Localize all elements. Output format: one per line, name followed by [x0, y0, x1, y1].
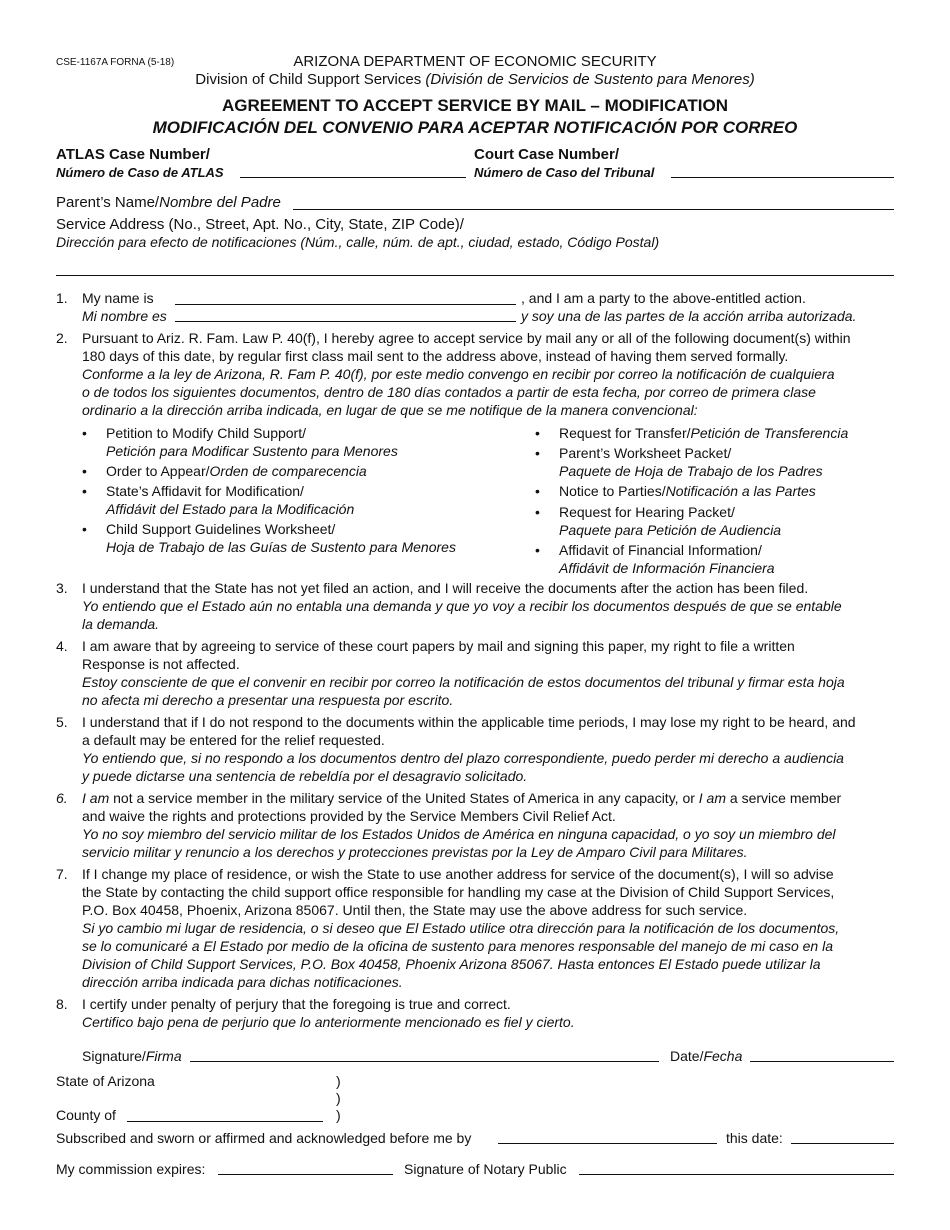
parent-name-input[interactable]	[295, 193, 892, 209]
doc-label	[106, 462, 367, 480]
item-3-line-1: I understand that the State has not yet filed an action, and I will receive the documents after the action has been filed.	[82, 580, 809, 596]
county-label: County of	[56, 1107, 116, 1123]
subscribed-input[interactable]	[500, 1127, 715, 1143]
doc-label-es: Paquete para Petición de Audiencia	[559, 522, 782, 538]
item-1-party-text: , and I am a party to the above-entitled action.	[521, 290, 806, 306]
item-6-line-1	[82, 789, 841, 807]
parent-name-label	[56, 194, 281, 212]
doc-label-es: Affidávit del Estado para la Modificación	[106, 501, 355, 517]
atlas-case-field[interactable]	[242, 161, 464, 177]
commission-label: My commission expires:	[56, 1161, 206, 1177]
court-case-field[interactable]	[673, 161, 892, 177]
item-6-i-am-2: I am	[698, 790, 727, 806]
court-label-es: Número de Caso del Tribunal	[474, 165, 655, 180]
bullet-icon: •	[535, 504, 540, 520]
date-label	[670, 1047, 742, 1065]
doc-label-en: Child Support Guidelines Worksheet/	[106, 521, 336, 537]
item-4-number: 4.	[56, 638, 68, 654]
commission-input[interactable]	[220, 1158, 391, 1174]
doc-label	[559, 424, 848, 442]
bullet-icon: •	[535, 483, 540, 499]
bullet-icon: •	[82, 483, 87, 499]
date-field[interactable]	[752, 1045, 892, 1061]
item-1-number: 1.	[56, 290, 68, 306]
address-line	[56, 275, 894, 276]
paren-3: )	[336, 1107, 341, 1123]
item-7-number: 7.	[56, 866, 68, 882]
subscribed-field[interactable]	[500, 1127, 715, 1143]
commission-line	[218, 1174, 393, 1175]
item-7-line-4: Si yo cambio mi lugar de residencia, o si deseo que El Estado utilice otra dirección para la notificación de los documentos,	[82, 920, 840, 936]
state-label: State of Arizona	[56, 1073, 155, 1089]
this-date-line	[791, 1143, 894, 1144]
bullet-icon: •	[535, 445, 540, 461]
doc-label-en: Order to Appear/	[106, 463, 210, 479]
item-1-name-line	[175, 304, 516, 305]
item-5-line-2: a default may be entered for the relief requested.	[82, 732, 385, 748]
bullet-icon: •	[82, 425, 87, 441]
doc-label-es: Notificación a las Partes	[665, 483, 816, 499]
doc-label-es: Paquete de Hoja de Trabajo de los Padres	[559, 463, 823, 479]
item-1-name-label-es: Mi nombre es	[82, 308, 167, 324]
item-4-line-1: I am aware that by agreeing to service of these court papers by mail and signing this paper, my right to file a written	[82, 638, 795, 654]
address-label-en: Service Address (No., Street, Apt. No., City, State, ZIP Code)/	[56, 216, 464, 233]
item-7-line-5: se lo comunicaré a El Estado por medio de la oficina de sustento para menores responsable del manejo de mi caso en la	[82, 938, 833, 954]
notary-field[interactable]	[581, 1158, 892, 1174]
item-6-line-4: servicio militar y renuncio a los derechos y protecciones previstas por la Ley de Amparo Civil para Militares.	[82, 844, 748, 860]
agency-name: ARIZONA DEPARTMENT OF ECONOMIC SECURITY	[293, 53, 657, 70]
paren-1: )	[336, 1073, 341, 1089]
doc-label-en: Request for Transfer/	[559, 425, 691, 441]
item-7-line-3: P.O. Box 40458, Phoenix, Arizona 85067. Until then, the State may use the above address for such service.	[82, 902, 748, 918]
signature-line	[190, 1061, 659, 1062]
atlas-case-input[interactable]	[242, 161, 464, 177]
bullet-icon: •	[82, 521, 87, 537]
notary-label: Signature of Notary Public	[404, 1161, 567, 1177]
item-1-name-label: My name is	[82, 290, 154, 306]
doc-label-en: Parent’s Worksheet Packet/	[559, 445, 732, 461]
bullet-icon: •	[535, 425, 540, 441]
subscribed-label: Subscribed and sworn or affirmed and acknowledged before me by	[56, 1130, 472, 1146]
doc-label-en: State’s Affidavit for Modification/	[106, 483, 304, 499]
court-case-line	[671, 177, 894, 178]
atlas-label-es: Número de Caso de ATLAS	[56, 165, 224, 180]
item-5-line-3: Yo entiendo que, si no respondo a los documentos dentro del plazo correspondiente, puedo perder mi derecho a audiencia	[82, 750, 844, 766]
this-date-label: this date:	[726, 1130, 783, 1146]
item-6-text-1: not a service member in the military service of the United States of America in any capacity, or	[109, 790, 699, 806]
item-2-line-2: 180 days of this date, by regular first class mail sent to the address above, instead of having them served formally.	[82, 348, 789, 364]
division-name	[0, 71, 950, 89]
item-3-line-2: Yo entiendo que el Estado aún no entabla una demanda y que yo voy a recibir los documentos después de que se entable	[82, 598, 842, 614]
item-6-line-2: and waive the rights and protections provided by the Service Members Civil Relief Act.	[82, 808, 616, 824]
item-8-number: 8.	[56, 996, 68, 1012]
doc-label-en: Request for Hearing Packet/	[559, 504, 735, 520]
address-label-es: Dirección para efecto de notificaciones (Núm., calle, núm. de apt., ciudad, estado, Código Postal)	[56, 234, 660, 250]
signature-label	[82, 1047, 182, 1065]
county-input[interactable]	[129, 1105, 321, 1121]
item-6-line-3: Yo no soy miembro del servicio militar de los Estados Unidos de América en ninguna capacidad, o yo soy un miembro del	[82, 826, 836, 842]
subscribed-line	[498, 1143, 717, 1144]
bullet-icon: •	[82, 463, 87, 479]
item-4-line-3: Estoy consciente de que el convenir en recibir por correo la notificación de estos documentos del tribunal y firmar esta hoja	[82, 674, 845, 690]
item-7-line-1: If I change my place of residence, or wish the State to use another address for service of the document(s), I will so advise	[82, 866, 834, 882]
paren-2: )	[336, 1090, 341, 1106]
form-id: CSE-1167A FORNA (5-18)	[56, 57, 175, 68]
item-5-number: 5.	[56, 714, 68, 730]
this-date-field[interactable]	[793, 1127, 892, 1143]
commission-field[interactable]	[220, 1158, 391, 1174]
signature-label-es: Firma	[145, 1048, 182, 1064]
item-4-line-2: Response is not affected.	[82, 656, 240, 672]
doc-label-es: Affidávit de Información Financiera	[559, 560, 775, 576]
county-line	[127, 1121, 323, 1122]
date-label-es: Fecha	[703, 1048, 743, 1064]
doc-label-en: Affidavit of Financial Information/	[559, 542, 762, 558]
date-input[interactable]	[752, 1045, 892, 1061]
this-date-input[interactable]	[793, 1127, 892, 1143]
doc-label-es: Hoja de Trabajo de las Guías de Sustento para Menores	[106, 539, 456, 555]
address-field[interactable]	[58, 259, 892, 275]
division-es: (División de Servicios de Sustento para Menores)	[425, 71, 755, 88]
item-1-name-line-es	[175, 321, 516, 322]
item-3-number: 3.	[56, 580, 68, 596]
item-1-name-input[interactable]	[177, 288, 514, 304]
item-1-name-field[interactable]	[177, 288, 514, 304]
notary-input[interactable]	[581, 1158, 892, 1174]
address-input[interactable]	[58, 259, 892, 275]
county-field[interactable]	[129, 1105, 321, 1121]
date-label-en: Date/	[670, 1048, 704, 1064]
signature-field[interactable]	[192, 1045, 657, 1061]
parent-label-es: Nombre del Padre	[159, 194, 281, 211]
item-2-line-3: Conforme a la ley de Arizona, R. Fam P. 40(f), por este medio convengo en recibir por correo la notificación de cualquiera	[82, 366, 835, 382]
item-5-line-1: I understand that if I do not respond to the documents within the applicable time periods, I may lose my right to be heard, and	[82, 714, 856, 730]
bullet-icon: •	[535, 542, 540, 558]
parent-name-line	[293, 209, 894, 210]
item-7-line-7: dirección arriba indicada para dichas notificaciones.	[82, 974, 403, 990]
item-6-number: 6.	[56, 790, 68, 806]
doc-label	[559, 482, 816, 500]
doc-label-en: Notice to Parties/	[559, 483, 666, 499]
item-7-line-6: Division of Child Support Services, P.O. Box 40458, Phoenix Arizona 85067. Hasta entonces El Estado puede utilizar la	[82, 956, 821, 972]
item-6-i-am-1: I am	[82, 790, 110, 806]
item-4-line-4: no afecta mi derecho a presentar una respuesta por escrito.	[82, 692, 454, 708]
date-line	[750, 1061, 894, 1062]
signature-label-en: Signature/	[82, 1048, 146, 1064]
parent-name-field[interactable]	[295, 193, 892, 209]
division-en: Division of Child Support Services	[195, 71, 422, 88]
title-en: AGREEMENT TO ACCEPT SERVICE BY MAIL – MODIFICATION	[222, 96, 728, 115]
atlas-label-en: ATLAS Case Number/	[56, 146, 210, 163]
item-2-line-4: o de todos los siguientes documentos, dentro de 180 días contados a partir de esta fecha, por correo de primera clase	[82, 384, 816, 400]
item-2-line-1: Pursuant to Ariz. R. Fam. Law P. 40(f), I hereby agree to accept service by mail any or all of the following document(s) within	[82, 330, 851, 346]
court-case-input[interactable]	[673, 161, 892, 177]
court-label-en: Court Case Number/	[474, 146, 620, 163]
item-2-number: 2.	[56, 330, 68, 346]
doc-label-es: Petición de Transferencia	[690, 425, 849, 441]
item-8-line-2: Certifico bajo pena de perjurio que lo anteriormente mencionado es fiel y cierto.	[82, 1014, 575, 1030]
signature-input[interactable]	[192, 1045, 657, 1061]
parent-label-en: Parent’s Name/	[56, 194, 160, 211]
item-1-party-text-es: y soy una de las partes de la acción arriba autorizada.	[521, 308, 857, 324]
item-7-line-2: the State by contacting the child support office responsible for handling my case at the Division of Child Support Services,	[82, 884, 835, 900]
item-3-line-3: la demanda.	[82, 616, 160, 632]
doc-label-en: Petition to Modify Child Support/	[106, 425, 306, 441]
notary-line	[579, 1174, 894, 1175]
doc-label-es: Petición para Modificar Sustento para Menores	[106, 443, 398, 459]
title-es: MODIFICACIÓN DEL CONVENIO PARA ACEPTAR NOTIFICACIÓN POR CORREO	[152, 118, 798, 137]
atlas-case-line	[240, 177, 466, 178]
item-6-text-2: a service member	[726, 790, 842, 806]
item-5-line-4: y puede dictarse una sentencia de rebeldía por el desagravio solicitado.	[82, 768, 528, 784]
item-8-line-1: I certify under penalty of perjury that the foregoing is true and correct.	[82, 996, 511, 1012]
item-2-line-5: ordinario a la dirección arriba indicada, en lugar de que se me notifique de la manera convencional:	[82, 402, 698, 418]
doc-label-es: Orden de comparecencia	[209, 463, 367, 479]
